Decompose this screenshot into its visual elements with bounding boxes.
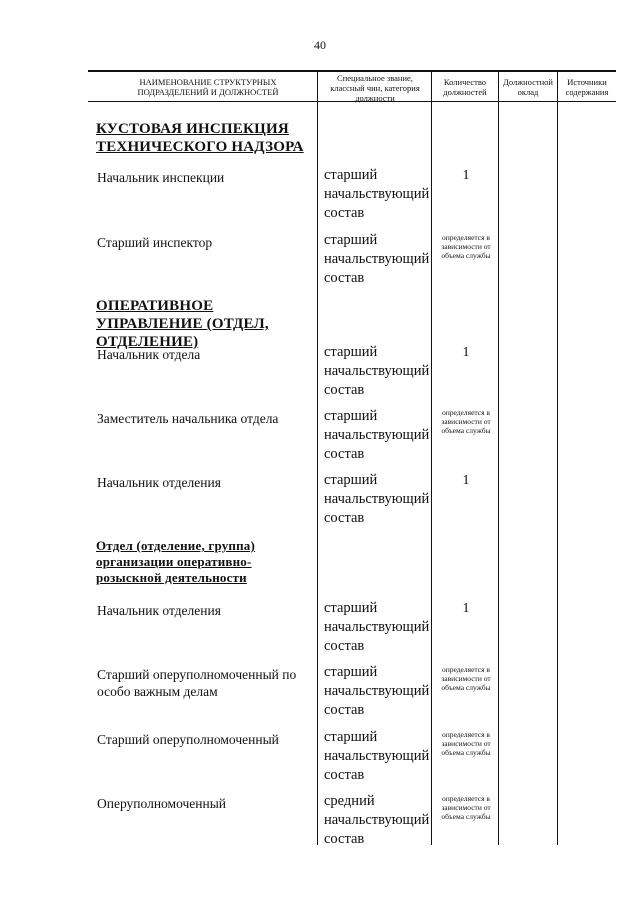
- position-cell: Начальник отделения: [97, 603, 221, 618]
- position-cell: Начальник инспекции: [97, 170, 225, 185]
- position-cell: Начальник отдела: [97, 347, 201, 362]
- count-cell: определяется в зависимости от объема службы: [441, 408, 491, 435]
- rank-cell: старший начальствующий состав: [324, 664, 430, 718]
- count-cell: определяется в зависимости от объема службы: [441, 233, 491, 260]
- header-rank: Специальное звание, классный чин, категория должности: [330, 73, 420, 103]
- table-top-border: [88, 70, 616, 72]
- count-cell: 1: [462, 345, 470, 360]
- column-divider-4: [557, 70, 558, 845]
- section-title-ord: Отдел (отделение, группа) организации оперативно-розыскной деятельности: [96, 538, 256, 585]
- count-cell: определяется в зависимости от объема службы: [441, 730, 491, 757]
- column-divider-1: [317, 70, 318, 845]
- count-cell: определяется в зависимости от объема службы: [441, 794, 491, 821]
- count-cell: определяется в зависимости от объема службы: [441, 665, 491, 692]
- column-divider-3: [498, 70, 499, 845]
- position-cell: Старший оперуполномоченный: [97, 732, 279, 747]
- rank-cell: старший начальствующий состав: [324, 729, 430, 783]
- rank-cell: старший начальствующий состав: [324, 167, 430, 221]
- count-cell: 1: [462, 473, 470, 488]
- position-cell: Заместитель начальника отдела: [97, 411, 279, 426]
- position-cell: Начальник отделения: [97, 475, 221, 490]
- header-positions: НАИМЕНОВАНИЕ СТРУКТУРНЫХ ПОДРАЗДЕЛЕНИЙ И ДОЛЖНОСТЕЙ: [137, 77, 279, 97]
- rank-cell: старший начальствующий состав: [324, 344, 430, 398]
- header-salary: Должностной оклад: [503, 77, 553, 97]
- position-cell: Старший инспектор: [97, 235, 213, 250]
- position-cell: Старший оперуполномоченный по особо важным делам: [97, 667, 297, 699]
- rank-cell: средний начальствующий состав: [324, 793, 430, 847]
- count-cell: 1: [462, 601, 470, 616]
- page-number: 40: [314, 38, 326, 52]
- count-cell: 1: [462, 168, 470, 183]
- section-title-operative: ОПЕРАТИВНОЕ УПРАВЛЕНИЕ (ОТДЕЛ, ОТДЕЛЕНИЕ): [96, 298, 269, 350]
- rank-cell: старший начальствующий состав: [324, 408, 430, 462]
- position-cell: Оперуполномоченный: [97, 796, 227, 811]
- rank-cell: старший начальствующий состав: [324, 472, 430, 526]
- section-title-inspection: КУСТОВАЯ ИНСПЕКЦИЯ ТЕХНИЧЕСКОГО НАДЗОРА: [96, 121, 304, 155]
- rank-cell: старший начальствующий состав: [324, 600, 430, 654]
- header-count: Количество должностей: [443, 77, 487, 97]
- header-funding: Источники содержания: [565, 77, 609, 97]
- rank-cell: старший начальствующий состав: [324, 232, 430, 286]
